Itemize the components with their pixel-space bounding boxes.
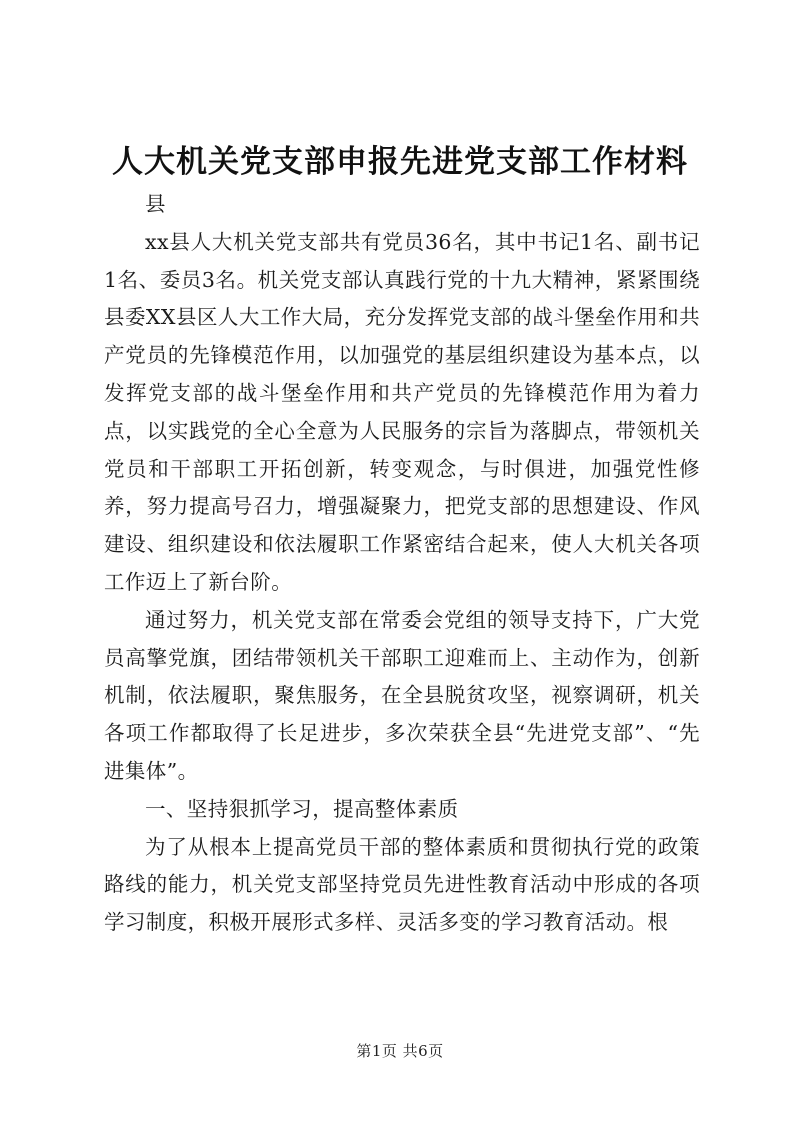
author-line: 县 [145,192,166,216]
paragraph-intro: xx县人大机关党支部共有党员36名，其中书记1名、副书记1名、委员3名。机关党支部认真践行党的十九大精神，紧紧围绕县委XX县区人大工作大局，充分发挥党支部的战斗堡垒作用和共产党员的先锋模范作用，以加强党的基层组织建设为基本点，以发挥党支部的战斗堡垒作用和共产党员的先锋模范作用为着力点，以实践党的全心全意为人民服务的宗旨为落脚点，带领机关党员和干部职工开拓创新，转变观念，与时俱进，加强党性修养，努力提高号召力，增强凝聚力，把党支部的思想建设、作风建设、组织建设和依法履职工作紧密结合起来，使人大机关各项工作迈上了新台阶。 [104,229,700,594]
document-body [104,186,700,942]
document-title: 人大机关党支部申报先进党支部工作材料 [112,144,688,180]
paragraph-study: 为了从根本上提高党员干部的整体素质和贯彻执行党的政策路线的能力，机关党支部坚持党员先进性教育活动中形成的各项学习制度，积极开展形式多样、灵活多变的学习教育活动。根 [104,834,700,935]
paragraph-achievements: 通过努力，机关党支部在常委会党组的领导支持下，广大党员高擎党旗，团结带领机关干部职工迎难而上、主动作为，创新机制，依法履职，聚焦服务，在全县脱贫攻坚，视察调研，机关各项工作都取得了长足进步，多次荣获全县“先进党支部”、“先进集体”。 [104,607,700,783]
section-heading: 一、坚持狠抓学习，提高整体素质 [145,796,459,821]
page-footer: 第1页 共6页 [356,1042,444,1060]
